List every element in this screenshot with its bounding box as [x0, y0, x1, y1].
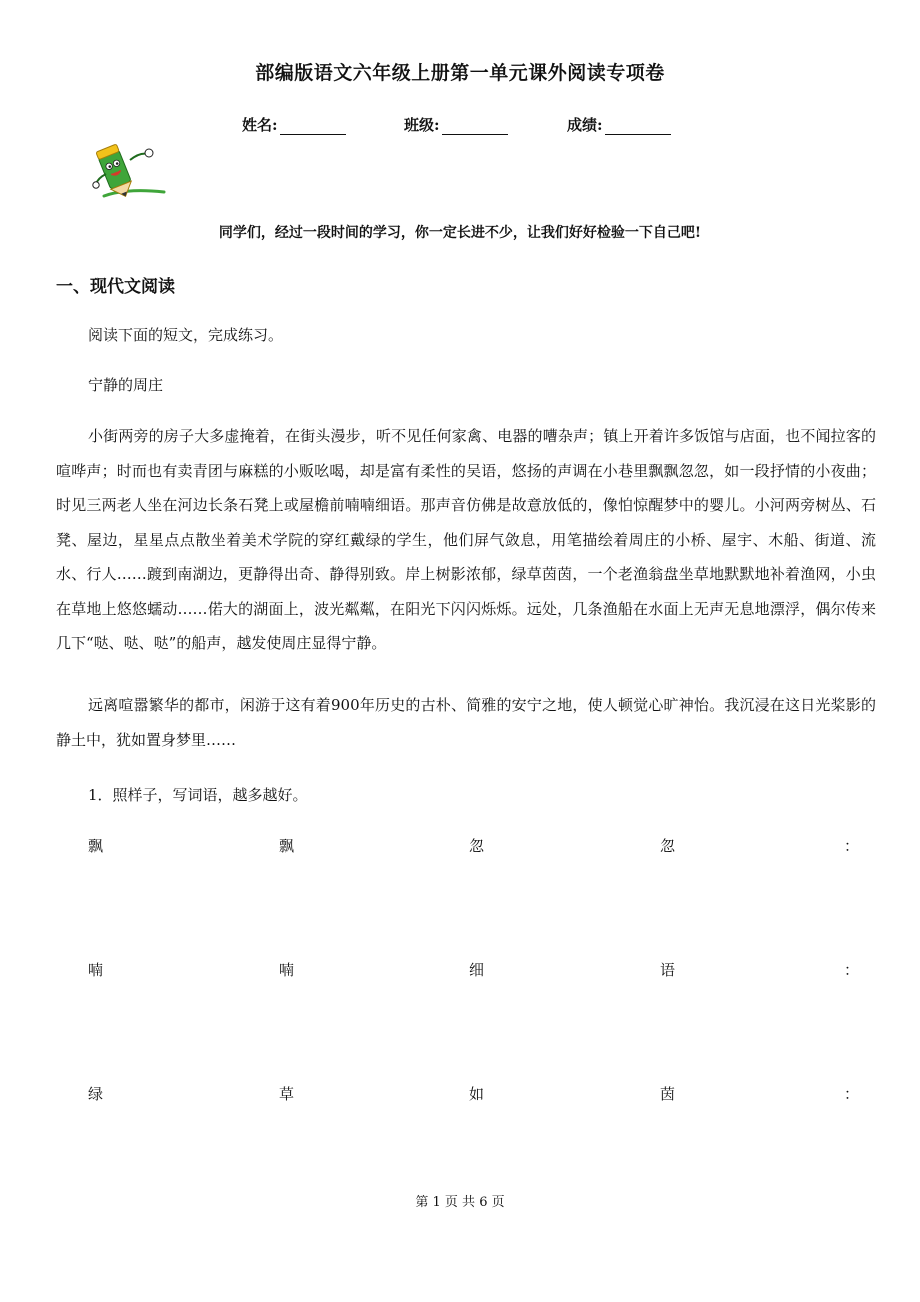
name-field[interactable] — [242, 114, 346, 135]
name-blank[interactable] — [280, 118, 346, 135]
word-char: 喃 — [88, 961, 104, 979]
class-label: 班级: — [404, 116, 440, 134]
question-1: 1．照样子，写词语，越多越好。 — [88, 786, 308, 804]
word-char: 忽 — [469, 837, 485, 855]
reading-instruction: 阅读下面的短文，完成练习。 — [88, 326, 284, 344]
page-number: 第 1 页 共 6 页 — [415, 1195, 505, 1210]
word-char: 绿 — [88, 1085, 104, 1103]
passage-paragraph-1: 小街两旁的房子大多虚掩着，在街头漫步，听不见任何家禽、电器的嘈杂声；镇上开着许多饭馆与店面，也不闻拉客的喧哗声；时而也有卖青团与麻糕的小贩吆喝，却是富有柔性的吴语，悠扬的声调在小巷里飘飘忽忽，如一段抒情的小夜曲；时见三两老人坐在河边长条石凳上或屋檐前喃喃细语。那声音仿佛是故意放低的，像怕惊醒梦中的婴儿。小河两旁树丛、石凳、屋边，星星点点散坐着美术学院的穿红戴绿的学生，他们屏气敛息，用笔描绘着周庄的小桥、屋宇、木船、街道、流水、行人……踱到南湖边，更静得出奇、静得别致。岸上树影浓郁，绿草茵茵，一个老渔翁盘坐草地默默地补着渔网，小虫在草地上悠悠蠕动……偌大的湖面上，波光粼粼，在阳光下闪闪烁烁。远处，几条渔船在水面上无声无息地漂浮，偶尔传来几下“哒、哒、哒”的船声，越发使周庄显得宁静。 — [56, 427, 876, 652]
passage-title: 宁静的周庄 — [88, 376, 164, 394]
pencil-mascot-icon — [86, 138, 168, 204]
word-row-3 — [88, 1083, 858, 1107]
greeting-text: 同学们，经过一段时间的学习，你一定长进不少，让我们好好检验一下自己吧! — [218, 225, 702, 241]
page-title: 部编版语文六年级上册第一单元课外阅读专项卷 — [255, 62, 665, 84]
word-char: 茵 — [660, 1085, 676, 1103]
word-char: 草 — [279, 1085, 295, 1103]
word-char: 忽 — [660, 837, 676, 855]
word-char: 如 — [469, 1085, 485, 1103]
section-heading: 一、现代文阅读 — [56, 277, 175, 297]
class-field[interactable] — [404, 114, 508, 135]
student-info-row — [0, 114, 920, 138]
name-label: 姓名: — [242, 116, 278, 134]
word-char: 喃 — [279, 961, 295, 979]
word-colon: ： — [844, 837, 860, 855]
score-label: 成绩: — [567, 116, 603, 134]
word-row-2 — [88, 959, 858, 983]
score-blank[interactable] — [605, 118, 671, 135]
word-char: 飘 — [279, 837, 295, 855]
word-colon: ： — [844, 1085, 860, 1103]
passage-paragraph-2: 远离喧嚣繁华的都市，闲游于这有着900年历史的古朴、简雅的安宁之地，使人顿觉心旷神怡。我沉浸在这日光桨影的静土中，犹如置身梦里…… — [56, 696, 876, 749]
word-row-1 — [88, 835, 858, 859]
class-blank[interactable] — [442, 118, 508, 135]
word-char: 飘 — [88, 837, 104, 855]
score-field[interactable] — [567, 114, 671, 135]
word-colon: ： — [844, 961, 860, 979]
word-char: 语 — [660, 961, 676, 979]
word-char: 细 — [469, 961, 485, 979]
